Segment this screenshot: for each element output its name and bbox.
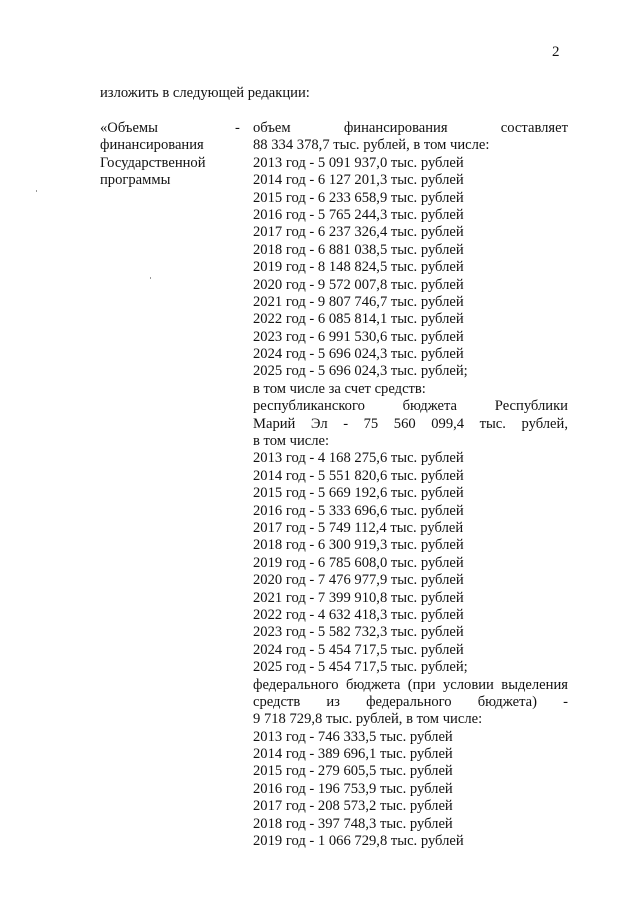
financing-line: 2013 год - 746 333,5 тыс. рублей <box>253 728 453 745</box>
section-label <box>100 120 240 190</box>
financing-line: 9 718 729,8 тыс. рублей, в том числе: <box>253 711 483 728</box>
financing-line: 2022 год - 4 632 418,3 тыс. рублей <box>253 606 464 623</box>
financing-line: 2024 год - 5 454 717,5 тыс. рублей <box>253 641 464 658</box>
intro-text: изложить в следующей редакции: <box>100 85 310 101</box>
financing-line: 2022 год - 6 085 814,1 тыс. рублей <box>253 311 464 328</box>
financing-line: 2018 год - 397 748,3 тыс. рублей <box>253 815 453 832</box>
financing-line: 2014 год - 6 127 201,3 тыс. рублей <box>253 172 464 189</box>
scan-speck <box>150 277 151 279</box>
financing-line: федерального бюджета (при условии выделения <box>253 676 568 693</box>
financing-line: 2021 год - 7 399 910,8 тыс. рублей <box>253 589 464 606</box>
page-number: 2 <box>552 44 560 60</box>
financing-line: 2017 год - 208 573,2 тыс. рублей <box>253 798 453 815</box>
financing-line: 2015 год - 5 669 192,6 тыс. рублей <box>253 485 464 502</box>
financing-line: 2017 год - 5 749 112,4 тыс. рублей <box>253 519 464 536</box>
financing-line: 2021 год - 9 807 746,7 тыс. рублей <box>253 293 464 310</box>
scan-speck <box>36 190 37 192</box>
financing-details <box>253 120 568 850</box>
financing-line: 2024 год - 5 696 024,3 тыс. рублей <box>253 346 464 363</box>
financing-line: 2020 год - 7 476 977,9 тыс. рублей <box>253 572 464 589</box>
financing-line: в том числе: <box>253 433 330 450</box>
financing-line: республиканского бюджета Республики <box>253 398 568 415</box>
financing-line: 2025 год - 5 696 024,3 тыс. рублей; <box>253 363 468 380</box>
financing-line: 2016 год - 5 765 244,3 тыс. рублей <box>253 206 464 223</box>
financing-line: 2023 год - 6 991 530,6 тыс. рублей <box>253 328 464 345</box>
financing-line: 2019 год - 6 785 608,0 тыс. рублей <box>253 554 464 571</box>
financing-line: 2023 год - 5 582 732,3 тыс. рублей <box>253 624 464 641</box>
financing-line: 2019 год - 1 066 729,8 тыс. рублей <box>253 833 464 850</box>
financing-line: 2014 год - 5 551 820,6 тыс. рублей <box>253 467 464 484</box>
financing-line: 2018 год - 6 881 038,5 тыс. рублей <box>253 241 464 258</box>
financing-line: 2015 год - 6 233 658,9 тыс. рублей <box>253 189 464 206</box>
financing-line: объем финансирования составляет <box>253 120 568 136</box>
financing-line: средств из федерального бюджета) - <box>253 693 568 710</box>
financing-line: 2016 год - 196 753,9 тыс. рублей <box>253 780 453 797</box>
financing-line: 2017 год - 6 237 326,4 тыс. рублей <box>253 224 464 241</box>
financing-line: 2015 год - 279 605,5 тыс. рублей <box>253 763 453 780</box>
separator-dash: - <box>235 120 240 136</box>
section-label-line: «Объемы <box>100 120 158 136</box>
financing-line: 2020 год - 9 572 007,8 тыс. рублей <box>253 276 464 293</box>
section-label-line: программы <box>100 172 171 189</box>
financing-line: 2013 год - 5 091 937,0 тыс. рублей <box>253 154 464 171</box>
section-label-line: финансирования <box>100 137 204 154</box>
financing-line: 2025 год - 5 454 717,5 тыс. рублей; <box>253 659 468 676</box>
financing-line: 2018 год - 6 300 919,3 тыс. рублей <box>253 537 464 554</box>
financing-line: 2016 год - 5 333 696,6 тыс. рублей <box>253 502 464 519</box>
financing-line: Марий Эл - 75 560 099,4 тыс. рублей, <box>253 415 568 432</box>
financing-line: 2013 год - 4 168 275,6 тыс. рублей <box>253 450 464 467</box>
section-label-line: Государственной <box>100 154 206 171</box>
financing-line: 2019 год - 8 148 824,5 тыс. рублей <box>253 259 464 276</box>
financing-line: в том числе за счет средств: <box>253 380 426 397</box>
financing-line: 88 334 378,7 тыс. рублей, в том числе: <box>253 137 490 154</box>
financing-line: 2014 год - 389 696,1 тыс. рублей <box>253 746 453 763</box>
